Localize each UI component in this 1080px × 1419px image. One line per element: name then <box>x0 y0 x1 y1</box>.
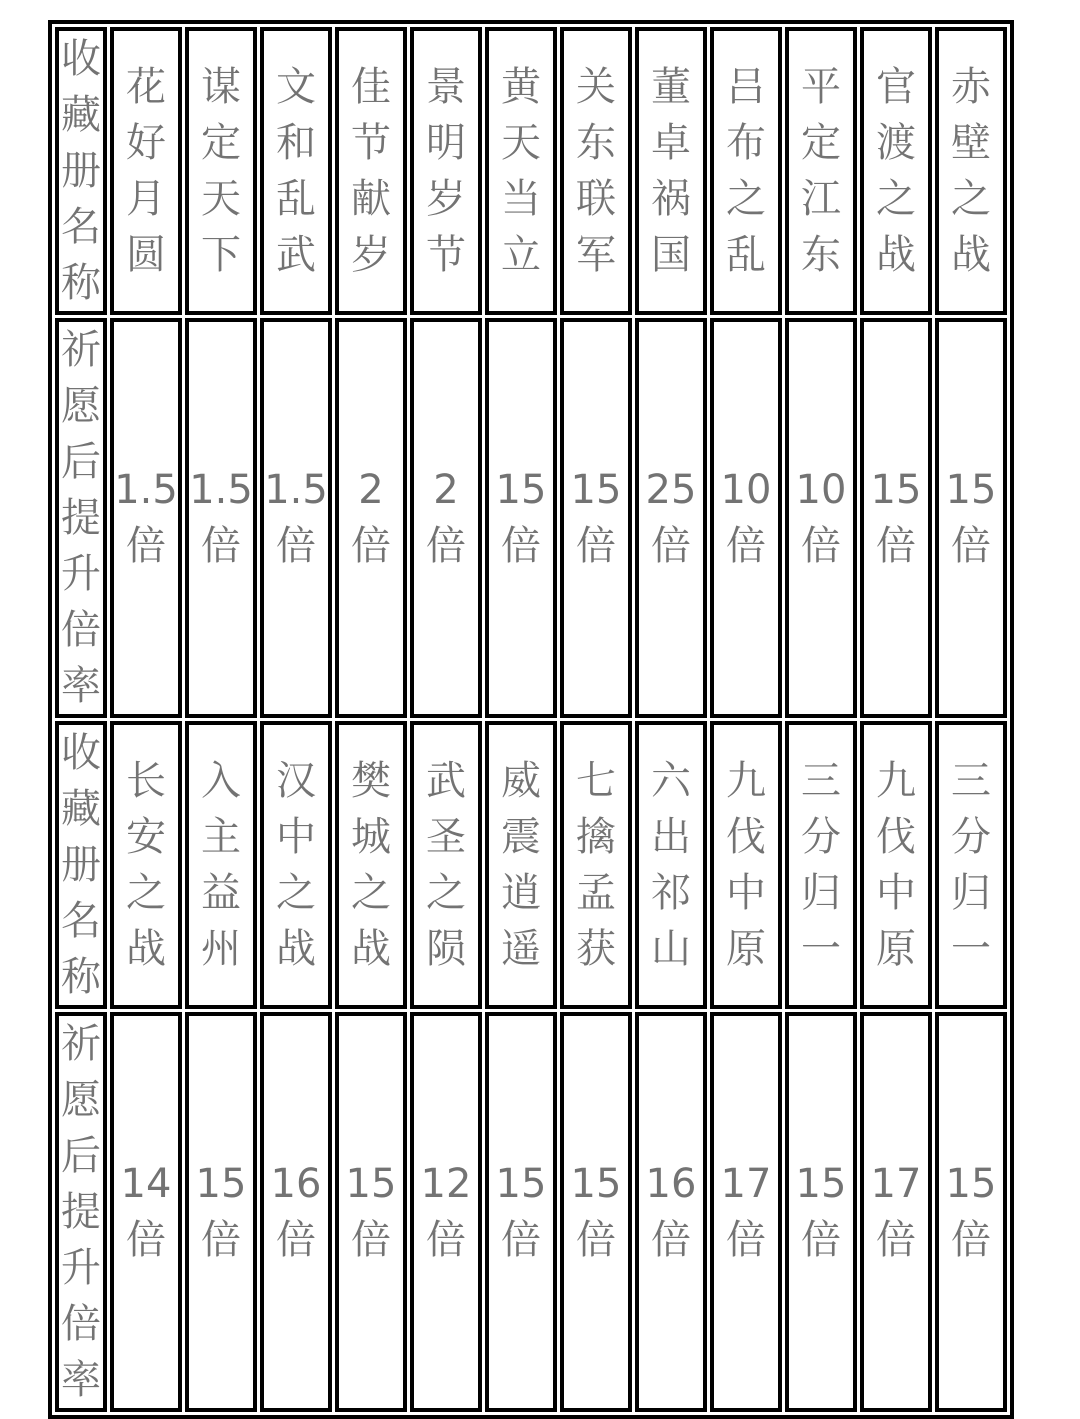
multiplier-cell: 1.5倍 <box>260 318 332 718</box>
album-name-cell: 威震逍遥 <box>485 721 557 1009</box>
multiplier-cell: 17倍 <box>860 1012 932 1412</box>
row-header-album-name-1: 收藏册名称 <box>55 27 107 315</box>
album-name-cell: 谋定天下 <box>185 27 257 315</box>
multiplier-row-2 <box>55 1012 1007 1412</box>
album-name-cell: 武圣之陨 <box>410 721 482 1009</box>
multiplier-cell: 16倍 <box>635 1012 707 1412</box>
multiplier-cell: 10倍 <box>785 318 857 718</box>
album-name-cell: 赤壁之战 <box>935 27 1007 315</box>
multiplier-cell: 15倍 <box>485 1012 557 1412</box>
multiplier-row-1 <box>55 318 1007 718</box>
multiplier-cell: 15倍 <box>485 318 557 718</box>
album-name-cell: 平定江东 <box>785 27 857 315</box>
album-name-cell: 黄天当立 <box>485 27 557 315</box>
multiplier-cell: 2倍 <box>410 318 482 718</box>
row-header-multiplier-1: 祈愿后提升倍率 <box>55 318 107 718</box>
collection-album-table <box>48 20 1014 1419</box>
album-name-cell: 九伐中原 <box>860 721 932 1009</box>
album-name-cell: 三分归一 <box>935 721 1007 1009</box>
multiplier-cell: 16倍 <box>260 1012 332 1412</box>
multiplier-cell: 25倍 <box>635 318 707 718</box>
album-name-cell: 关东联军 <box>560 27 632 315</box>
album-name-cell: 汉中之战 <box>260 721 332 1009</box>
album-name-cell: 樊城之战 <box>335 721 407 1009</box>
album-name-row-2 <box>55 721 1007 1009</box>
multiplier-cell: 15倍 <box>860 318 932 718</box>
multiplier-cell: 1.5倍 <box>110 318 182 718</box>
row-header-album-name-2: 收藏册名称 <box>55 721 107 1009</box>
multiplier-cell: 15倍 <box>935 318 1007 718</box>
multiplier-cell: 15倍 <box>785 1012 857 1412</box>
multiplier-cell: 12倍 <box>410 1012 482 1412</box>
multiplier-cell: 15倍 <box>935 1012 1007 1412</box>
album-name-cell: 九伐中原 <box>710 721 782 1009</box>
multiplier-cell: 2倍 <box>335 318 407 718</box>
album-name-cell: 吕布之乱 <box>710 27 782 315</box>
album-name-cell: 佳节献岁 <box>335 27 407 315</box>
multiplier-cell: 15倍 <box>185 1012 257 1412</box>
album-name-cell: 景明岁节 <box>410 27 482 315</box>
album-name-cell: 文和乱武 <box>260 27 332 315</box>
album-name-cell: 官渡之战 <box>860 27 932 315</box>
multiplier-cell: 1.5倍 <box>185 318 257 718</box>
multiplier-cell: 15倍 <box>335 1012 407 1412</box>
album-name-cell: 入主益州 <box>185 721 257 1009</box>
album-name-cell: 三分归一 <box>785 721 857 1009</box>
multiplier-cell: 10倍 <box>710 318 782 718</box>
multiplier-cell: 17倍 <box>710 1012 782 1412</box>
row-header-multiplier-2: 祈愿后提升倍率 <box>55 1012 107 1412</box>
album-name-cell: 长安之战 <box>110 721 182 1009</box>
album-name-cell: 七擒孟获 <box>560 721 632 1009</box>
album-name-cell: 六出祁山 <box>635 721 707 1009</box>
album-name-cell: 花好月圆 <box>110 27 182 315</box>
multiplier-cell: 14倍 <box>110 1012 182 1412</box>
album-name-row-1 <box>55 27 1007 315</box>
multiplier-cell: 15倍 <box>560 1012 632 1412</box>
album-name-cell: 董卓祸国 <box>635 27 707 315</box>
multiplier-cell: 15倍 <box>560 318 632 718</box>
